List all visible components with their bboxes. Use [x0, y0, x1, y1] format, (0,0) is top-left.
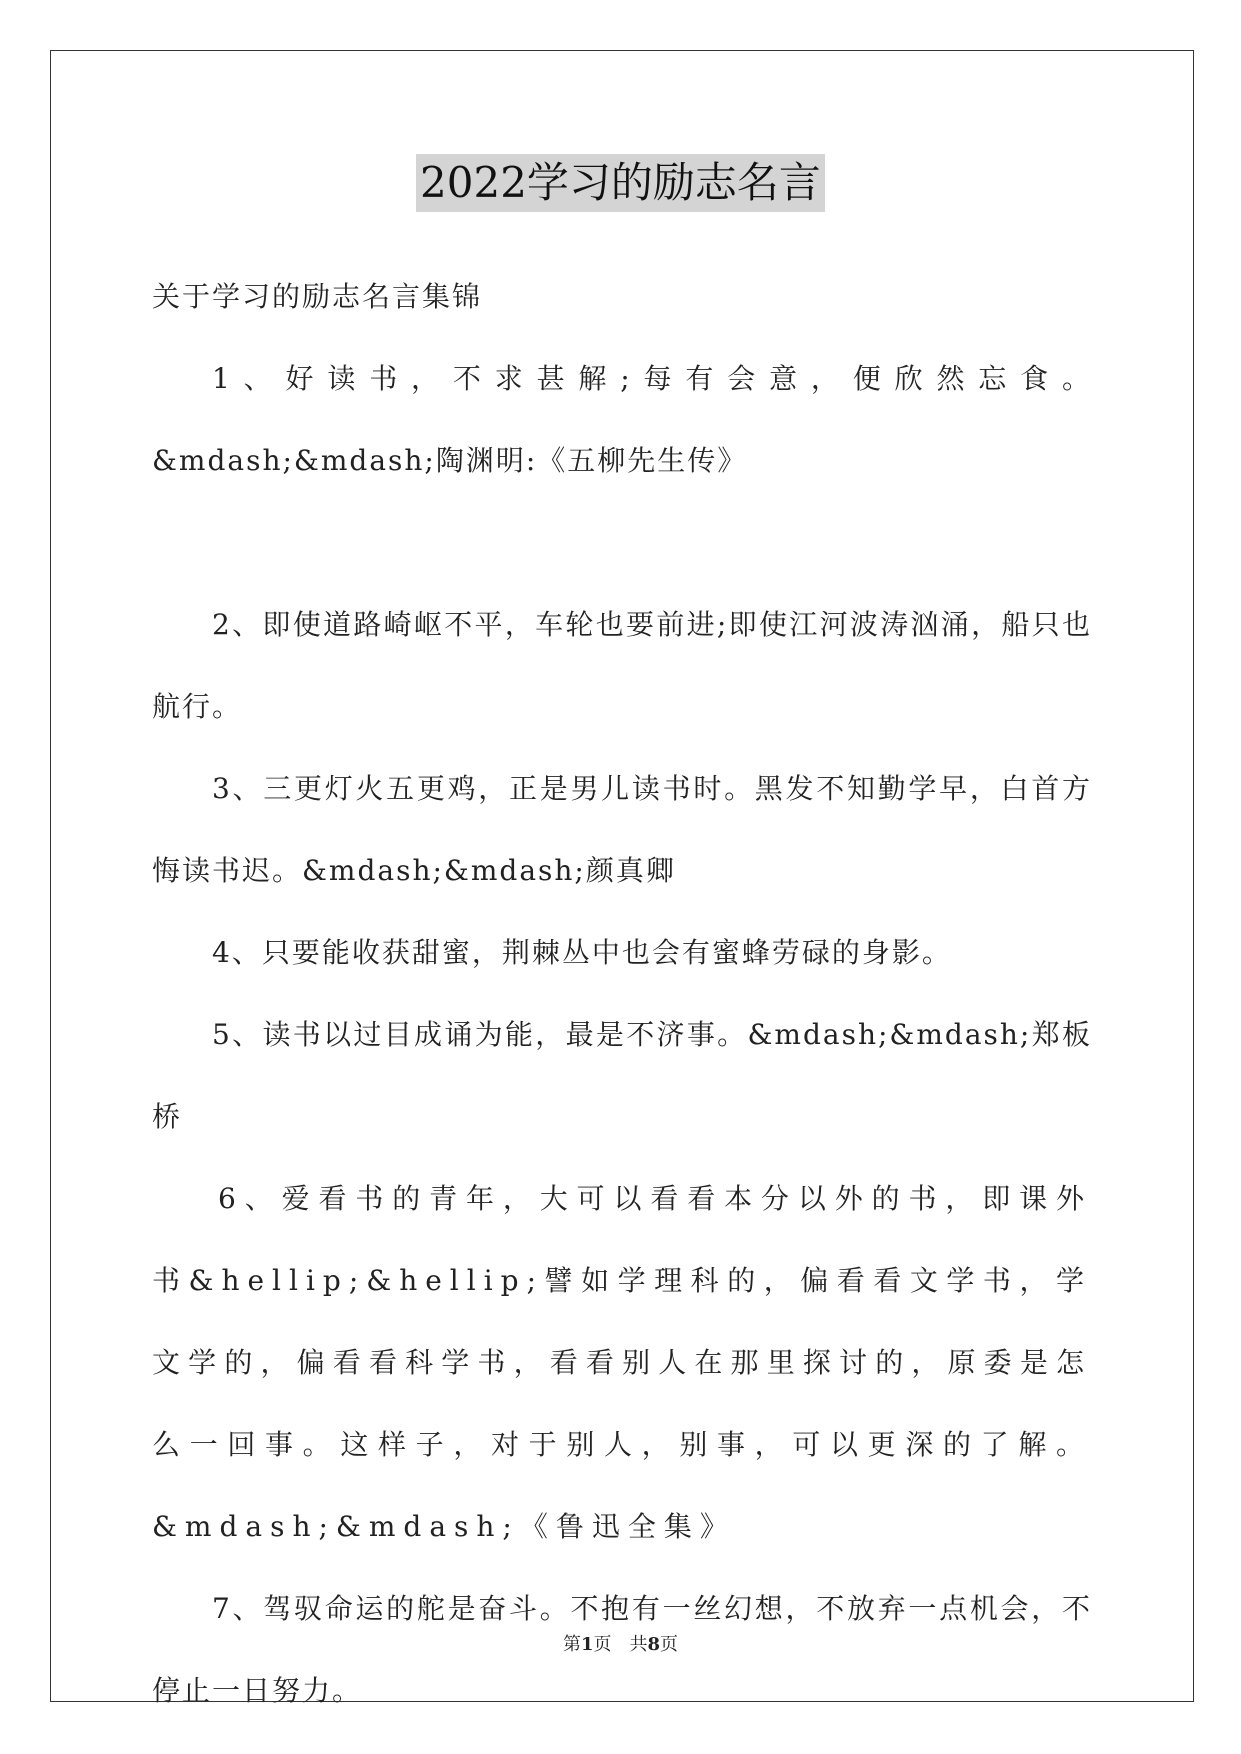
document-body	[152, 256, 1092, 1732]
footer-page-mid: 页 共	[593, 1634, 648, 1655]
quote-item-5: 5、读书以过目成诵为能，最是不济事。&mdash;&mdash;郑板桥	[152, 1018, 1092, 1133]
page-footer	[0, 1630, 1241, 1656]
quote-item-1: 1、好读书，不求甚解;每有会意，便欣然忘食。&mdash;&mdash;陶渊明:《五柳先生传》	[152, 362, 1092, 477]
footer-page-current: 1	[580, 1634, 594, 1655]
quote-item-2: 2、即使道路崎岖不平，车轮也要前进;即使江河波涛汹涌，船只也航行。	[152, 608, 1092, 723]
footer-page-total: 8	[647, 1634, 661, 1655]
quote-item-7: 7、驾驭命运的舵是奋斗。不抱有一丝幻想，不放弃一点机会，不停止一日努力。	[152, 1592, 1092, 1707]
quote-item-4: 4、只要能收获甜蜜，荆棘丛中也会有蜜蜂劳碌的身影。	[212, 936, 952, 969]
quote-item-6: 6、爱看书的青年，大可以看看本分以外的书，即课外书&hellip;&hellip;譬如学理科的，偏看看文学书，学文学的，偏看看科学书，看看别人在那里探讨的，原委是怎么一回事。这样子，对于别人，别事，可以更深的了解。&mdash;&mdash;《鲁迅全集》	[152, 1182, 1092, 1543]
intro-line: 关于学习的励志名言集锦	[152, 280, 483, 313]
title-container	[0, 154, 1241, 212]
document-title: 2022学习的励志名言	[416, 154, 825, 212]
footer-page-suffix: 页	[660, 1634, 679, 1655]
blank-gap	[152, 502, 1092, 584]
footer-page-prefix: 第	[562, 1634, 581, 1655]
quote-item-3: 3、三更灯火五更鸡，正是男儿读书时。黑发不知勤学早，白首方悔读书迟。&mdash;&mdash;颜真卿	[152, 772, 1092, 887]
